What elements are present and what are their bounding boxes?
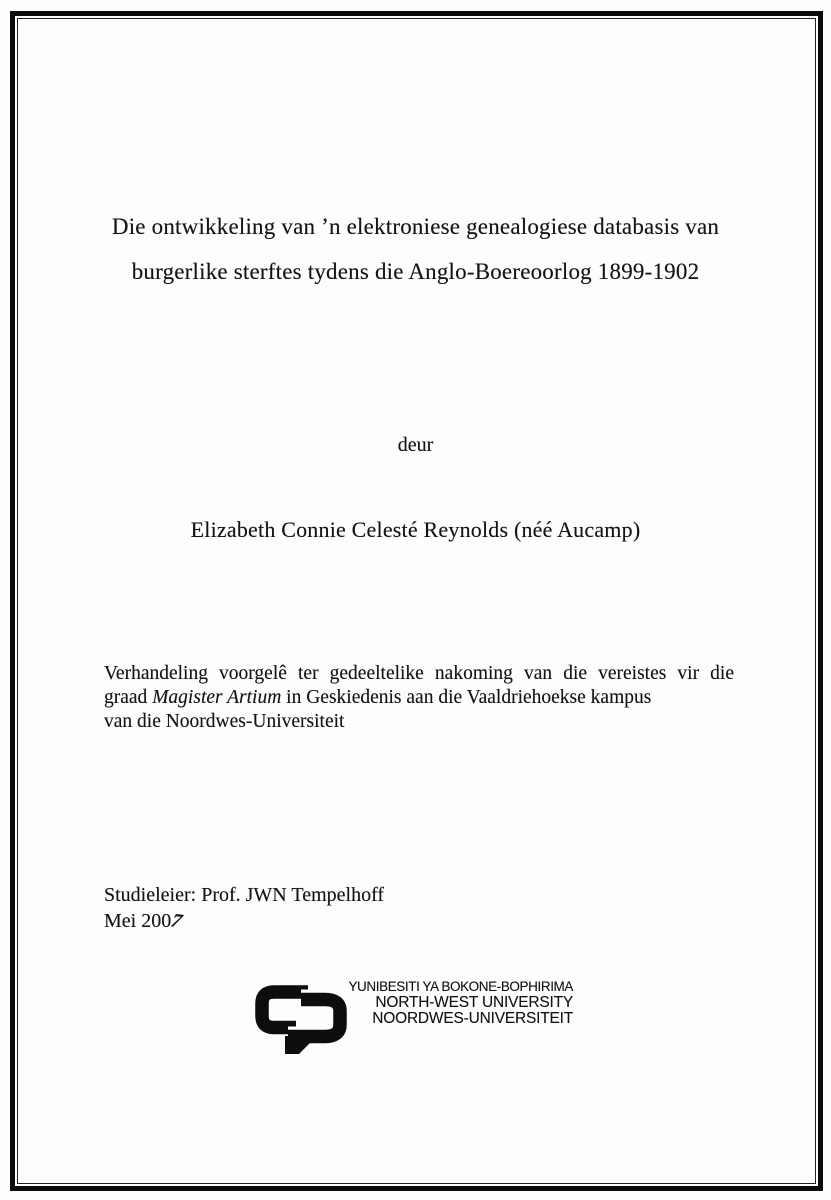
author-name: Elizabeth Connie Celesté Reynolds (néé Aucamp) [190,517,641,542]
logo-line-afrikaans: NOORDWES-UNIVERSITEIT [372,1010,573,1027]
university-logo [255,974,585,1054]
date-line [104,909,384,935]
statement-line2-post: in Geskiedenis aan die Vaaldriehoekse kampus [281,687,652,708]
thesis-title-line2: burgerlike sterftes tydens die Anglo-Boereoorlog 1899-1902 [131,259,700,284]
date-prefix: Mei 200 [104,909,172,932]
thesis-title [60,204,771,294]
byline-label: deur [397,434,434,456]
thesis-title-line1: Die ontwikkeling van ’n elektroniese genealogiese databasis van [111,214,720,239]
supervisor-and-date [104,883,384,934]
date-digit: 7 [166,909,187,932]
degree-name-italic: Magister Artium [152,687,282,708]
statement-line2-pre: graad [104,687,153,708]
university-logo-text [301,978,573,1027]
logo-line-setswana: YUNIBESITI YA BOKONE-BOPHIRIMA [348,979,573,994]
submission-statement [104,662,734,734]
statement-line1: Verhandeling voorgelê ter gedeeltelike nakoming van die vereistes vir die [104,663,734,684]
statement-line2 [104,686,734,710]
statement-line3: van die Noordwes-Universiteit [104,711,345,732]
supervisor-line: Studieleier: Prof. JWN Tempelhoff [104,884,385,906]
logo-line-english: NORTH-WEST UNIVERSITY [375,994,573,1011]
